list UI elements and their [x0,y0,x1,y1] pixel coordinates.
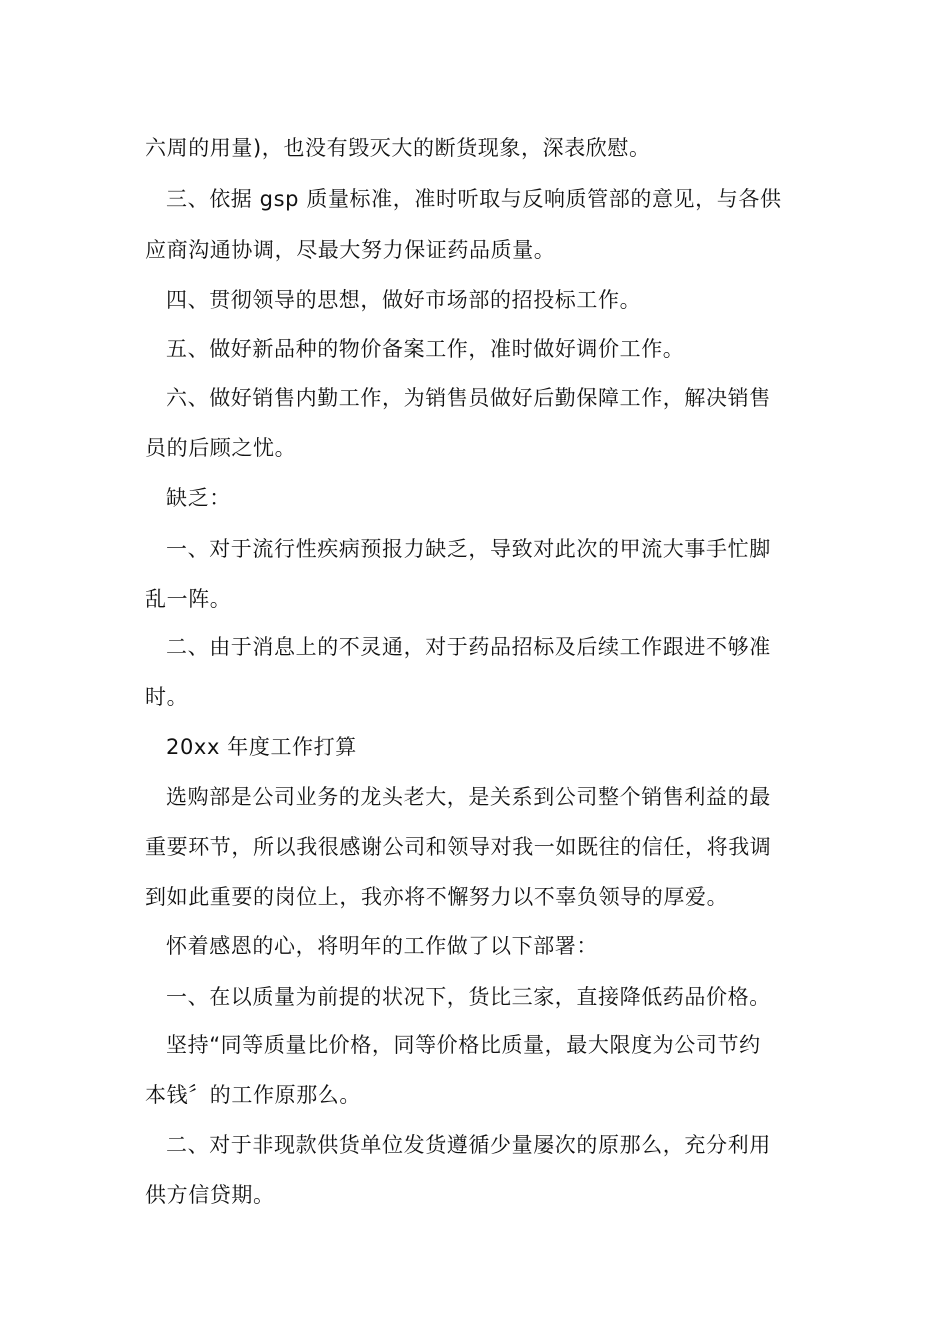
text-line: 六、做好销售内勤工作，为销售员做好后勤保障工作，解决销售 [166,386,771,410]
text-line: 重要环节，所以我很感谢公司和领导对我一如既往的信任，将我调 [145,835,772,859]
text-line: 本钱〞的工作原那么。 [145,1083,361,1107]
text-line: 员的后顾之忧。 [145,436,297,460]
text-line: 一、对于流行性疾病预报力缺乏，导致对此次的甲流大事手忙脚 [166,537,771,561]
text-line: 应商沟通协调，尽最大努力保证药品质量。 [145,238,556,262]
text-line: 二、对于非现款供货单位发货遵循少量屡次的原那么，充分利用 [166,1133,771,1157]
text-line: 供方信贷期。 [145,1183,275,1207]
section-heading: 20xx 年度工作打算 [166,735,357,759]
text-line: 缺乏： [166,486,231,510]
text-line: 到如此重要的岗位上，我亦将不懈努力以不辜负领导的厚爱。 [145,885,729,909]
text-line: 乱一阵。 [145,587,232,611]
text-line: 二、由于消息上的不灵通，对于药品招标及后续工作跟进不够准 [166,635,771,659]
text-line: 五、做好新品种的物价备案工作，准时做好调价工作。 [166,337,685,361]
text-line: 一、在以质量为前提的状况下，货比三家，直接降低药品价格。 [166,985,771,1009]
text-line: 选购部是公司业务的龙头老大，是关系到公司整个销售利益的最 [166,785,771,809]
text-line: 时。 [145,685,189,709]
text-line: 怀着感恩的心，将明年的工作做了以下部署： [166,934,598,958]
text-line: 四、贯彻领导的思想，做好市场部的招投标工作。 [166,288,642,312]
text-line: 六周的用量)，也没有毁灭大的断货现象，深表欣慰。 [145,136,651,160]
text-line: 坚持“同等质量比价格，同等价格比质量，最大限度为公司节约 [166,1033,761,1057]
text-line: 三、依据 gsp 质量标准，准时听取与反响质管部的意见，与各供 [166,187,782,211]
